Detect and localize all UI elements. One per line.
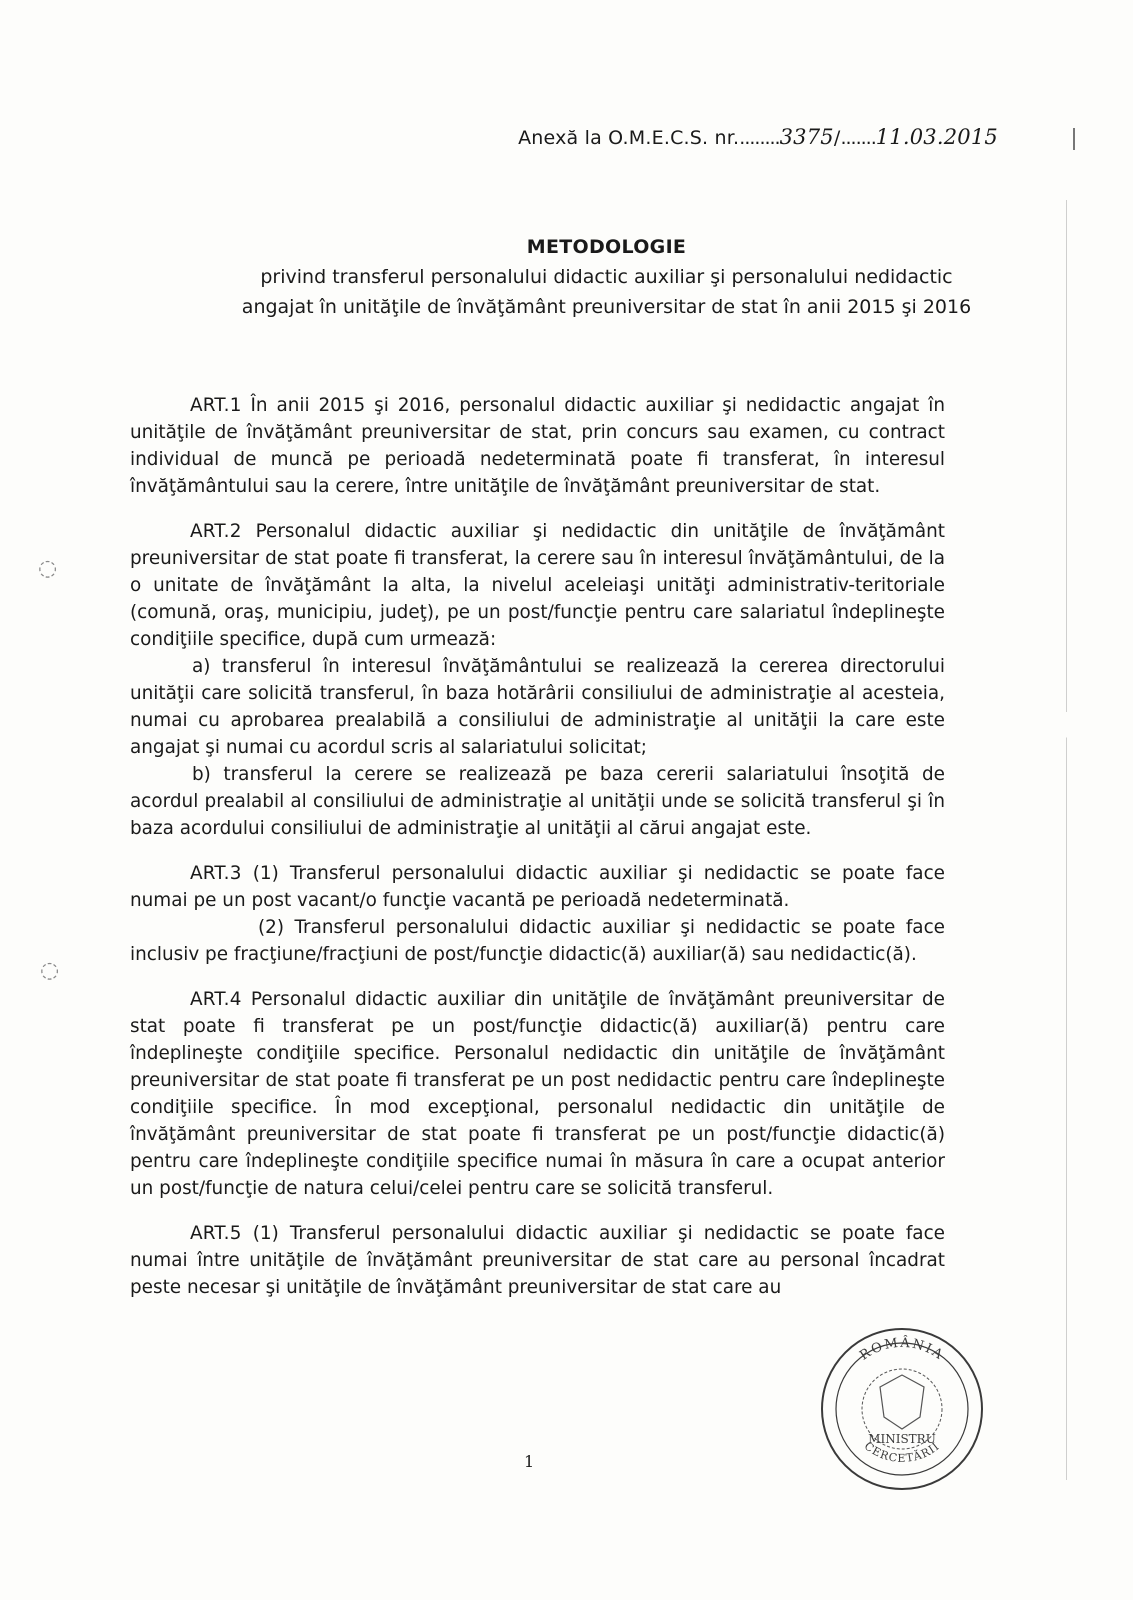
- document-subtitle-line2: angajat în unităţile de învăţământ preuniversitar de stat în anii 2015 şi 2016: [241, 296, 972, 318]
- annex-reference: [518, 125, 998, 149]
- annex-dots: .......: [840, 127, 876, 149]
- stamp-text-center: MINISTRU: [868, 1432, 936, 1446]
- article-label: ART.1: [190, 395, 242, 416]
- page-number: 1: [524, 1452, 535, 1471]
- article-1: [130, 392, 945, 500]
- annex-label: Anexă la O.M.E.C.S. nr.: [518, 127, 740, 149]
- article-text: Personalul didactic auxiliar din unităţile de învăţământ preuniversitar de stat poate fi transferat pe un post/funcţie didactic(ă) auxiliar(ă) pentru care îndeplineşte condiţiile specifice. Personalul nedidactic din unităţile de învăţământ preuniversitar de stat poate fi transferat pe un post nedidactic pentru care îndeplineşte condiţiile specifice. În mod excepţional, personalul nedidactic din unităţile de învăţământ preuniversitar de stat poate fi transferat pe un post/funcţie didactic(ă) pentru care îndeplineşte condiţiile specifice numai în măsura în care a ocupat anterior un post/funcţie de natura celui/celei pentru care se solicită transferul.: [130, 989, 945, 1199]
- article-2-point-a: a) transferul în interesul învăţământului se realizează la cererea directorului unităţii care solicită transferul, în baza hotărârii consiliului de administraţie al acesteia, numai cu aprobarea prealabilă a consiliului de administraţie al unităţii la care este angajat şi numai cu acordul scris al salariatului solicitat;: [130, 656, 945, 758]
- scan-edge-mark: [1073, 128, 1075, 150]
- document-subtitle-line1: privind transferul personalului didactic auxiliar şi personalului nedidactic: [260, 266, 953, 288]
- annex-separator: /: [833, 127, 841, 149]
- annex-number: 3375: [779, 125, 834, 149]
- document-title: METODOLOGIE: [526, 236, 687, 258]
- article-3: [130, 860, 945, 914]
- article-text: Personalul didactic auxiliar şi nedidactic din unităţile de învăţământ preuniversitar de stat poate fi transferat, la cerere sau în interesul învăţământului, de la o unitate de învăţământ la alta, la nivelul aceleiaşi unităţi administrativ-teritoriale (comună, oraş, municipiu, judeţ), pe un post/funcţie pentru care salariatul îndeplineşte condiţiile specifice, după cum urmează:: [130, 521, 945, 650]
- article-4: [130, 986, 945, 1202]
- svg-text:ROMÂNIA: [857, 1335, 946, 1364]
- stamp-text-top: ROMÂNIA: [857, 1335, 947, 1364]
- article-3-paragraph-2: (2) Transferul personalului didactic auxiliar şi nedidactic se poate face inclusiv pe fracţiune/fracţiuni de post/funcţie didactic(ă) auxiliar(ă) sau nedidactic(ă).: [130, 917, 945, 965]
- document-title-block: [0, 232, 1133, 322]
- document-body: [130, 392, 945, 1319]
- article-label: ART.2: [190, 521, 242, 542]
- annex-date: 11.03.2015: [875, 125, 998, 149]
- article-label: ART.4: [190, 989, 242, 1010]
- article-text: În anii 2015 şi 2016, personalul didactic auxiliar şi nedidactic angajat în unităţile de învăţământ preuniversitar de stat, prin concurs sau examen, cu contract individual de muncă pe perioadă nedeterminată poate fi transferat, în interesul învăţământului sau la cerere, între unităţile de învăţământ preuniversitar de stat.: [130, 395, 945, 497]
- stamp-text-bottom: CERCETĂRII: [861, 1439, 943, 1465]
- article-2: [130, 518, 945, 653]
- coat-of-arms-icon: [880, 1375, 924, 1429]
- scan-edge-line: [1066, 200, 1067, 1480]
- article-text: (1) Transferul personalului didactic auxiliar şi nedidactic se poate face numai între unităţile de învăţământ preuniversitar de stat care au personal încadrat peste necesar şi unităţile de învăţământ preuniversitar de stat care au: [130, 1223, 945, 1298]
- article-2-point-b: b) transferul la cerere se realizează pe baza cererii salariatului însoţită de acordul prealabil al consiliului de administraţie al unităţii unde se solicită transferul şi în baza acordului consiliului de administraţie al unităţii al cărui angajat este.: [130, 764, 945, 839]
- article-text: (1) Transferul personalului didactic auxiliar şi nedidactic se poate face numai pe un post vacant/o funcţie vacantă pe perioadă nedeterminată.: [130, 863, 945, 911]
- official-stamp: [818, 1325, 986, 1493]
- article-label: ART.3: [190, 863, 242, 884]
- punch-hole-mark: ◌: [40, 958, 60, 983]
- punch-hole-mark: ◌: [38, 556, 58, 581]
- article-5: [130, 1220, 945, 1301]
- annex-dots: ........: [739, 127, 780, 149]
- article-label: ART.5: [190, 1223, 242, 1244]
